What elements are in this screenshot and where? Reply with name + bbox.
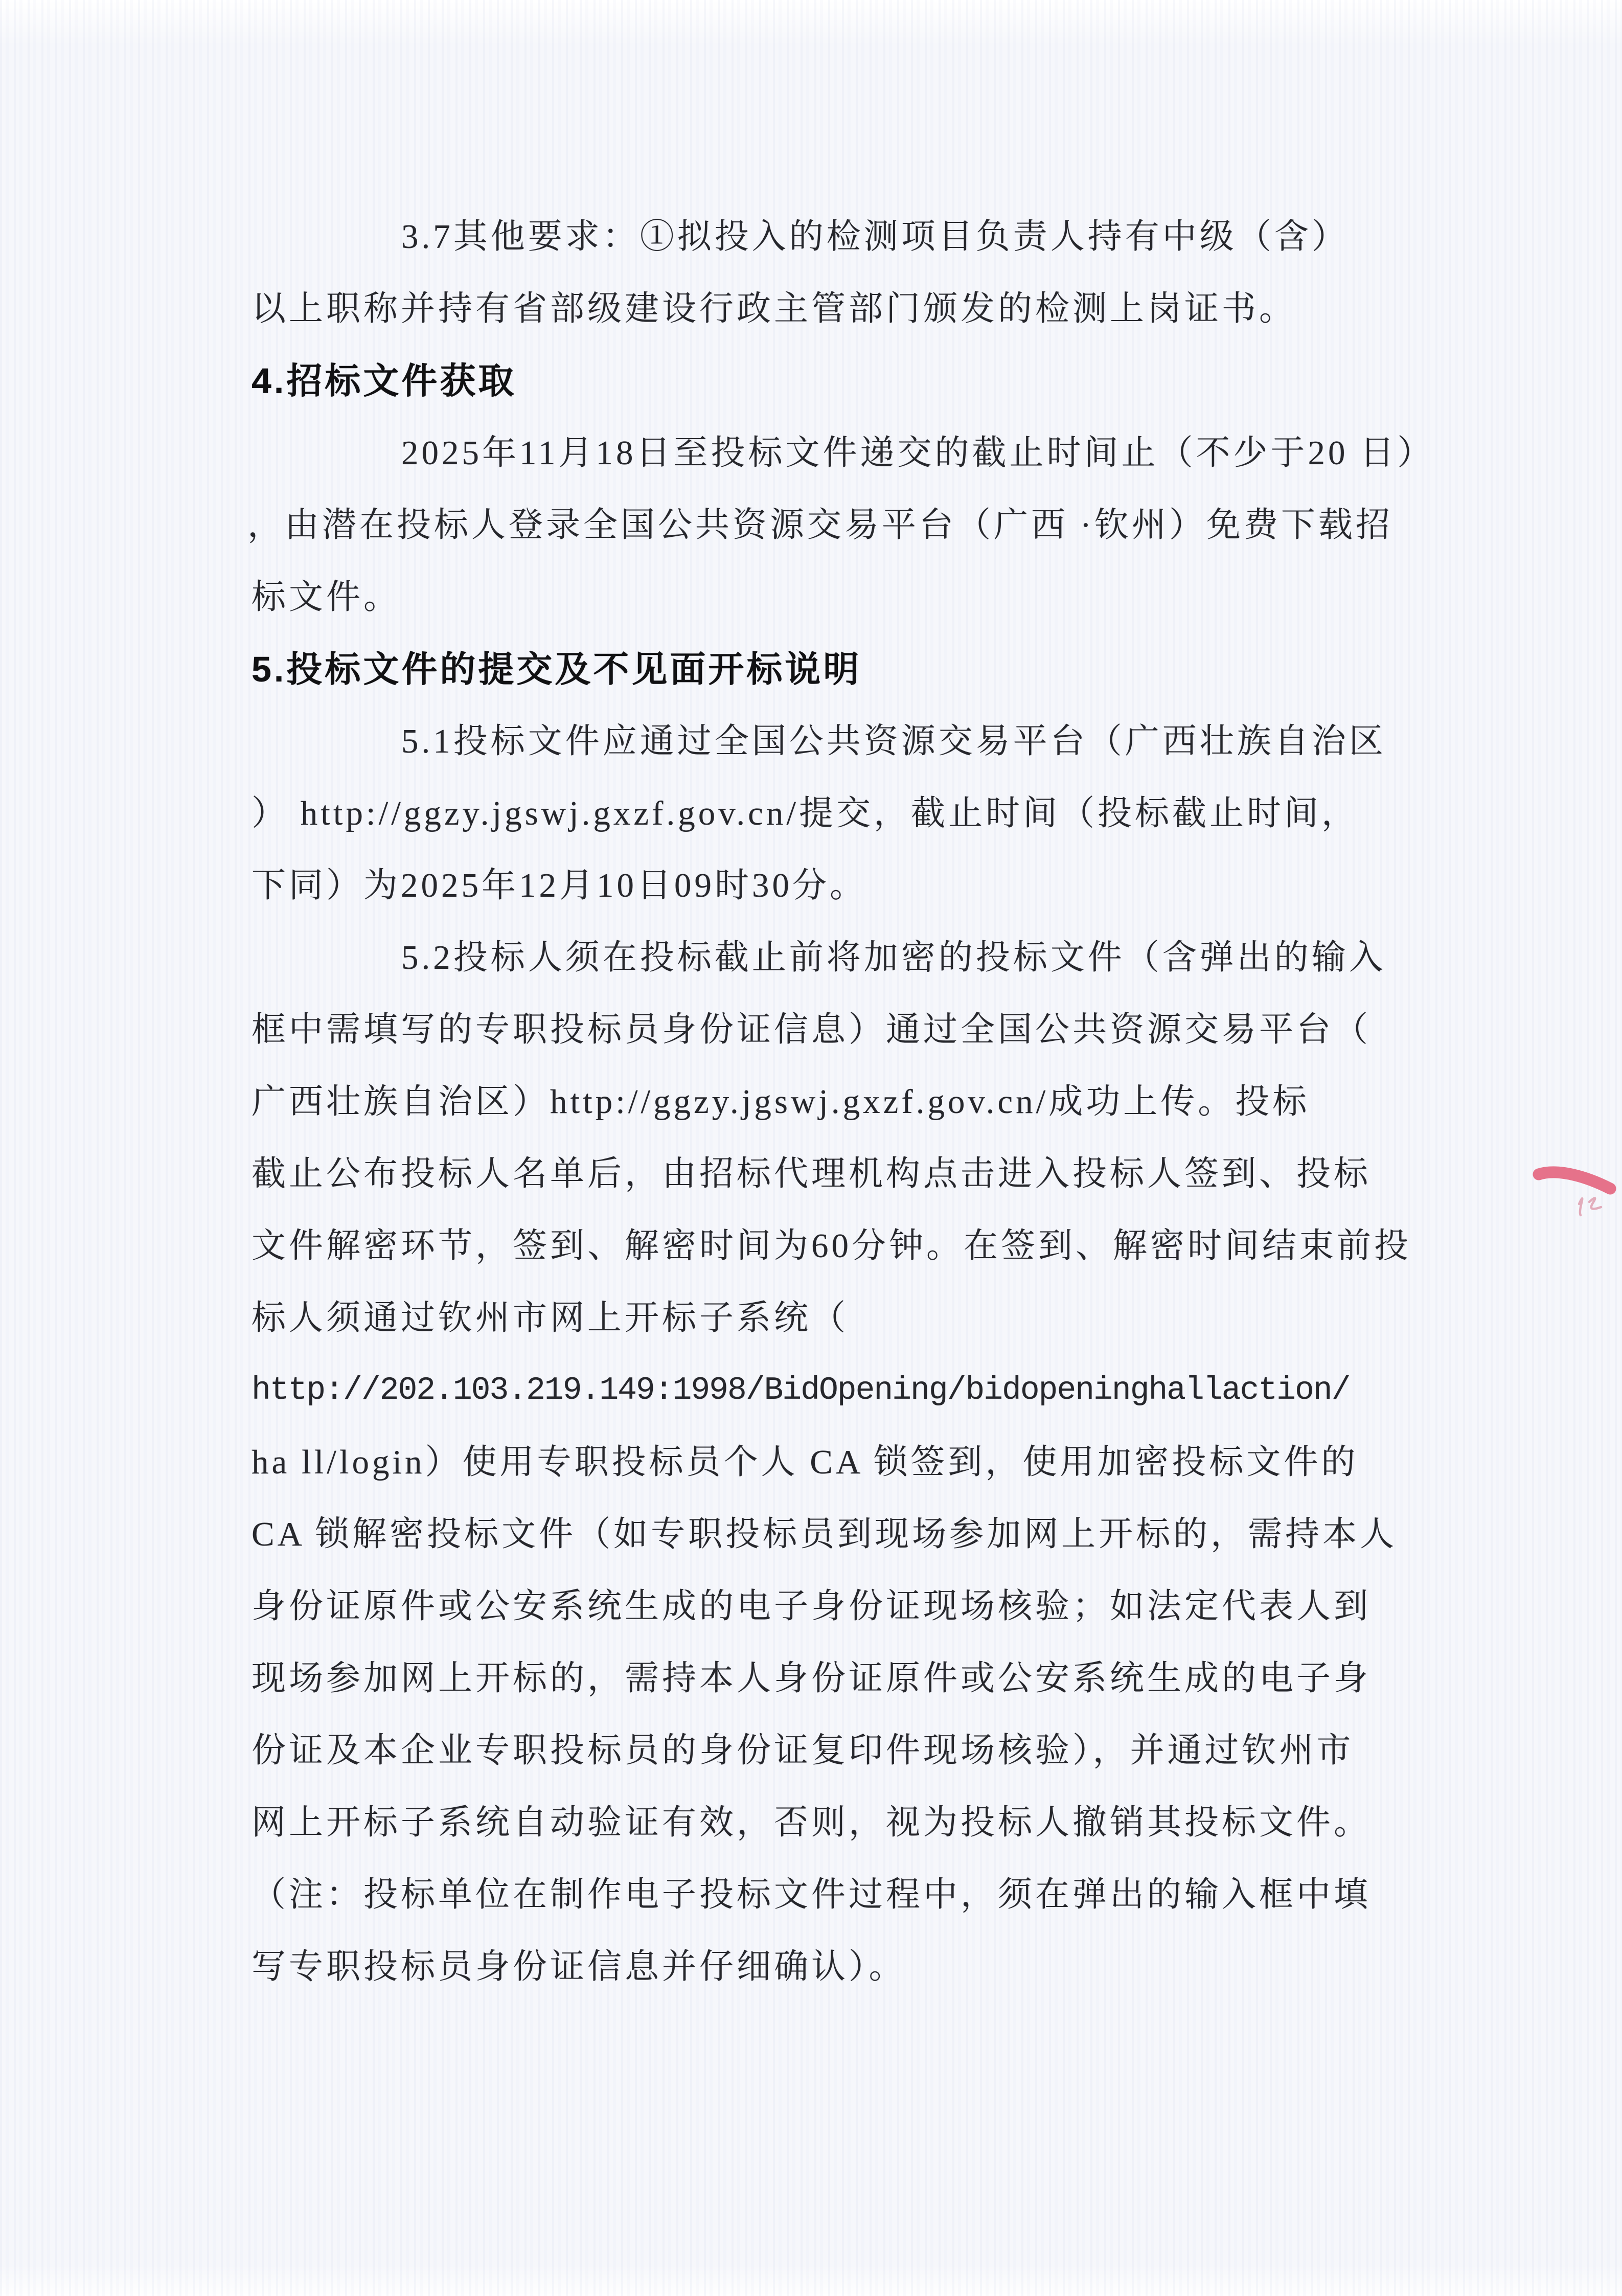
text-line-14: 截止公布投标人名单后，由招标代理机构点击进入投标人签到、投标: [252, 1155, 1371, 1193]
text-line-22: 份证及本企业专职投标员的身份证复印件现场核验），并通过钦州市: [252, 1732, 1354, 1769]
text-line-19: CA 锁解密投标文件（如专职投标员到现场参加网上开标的，需持本人: [252, 1515, 1398, 1553]
text-line-10: 下同）为2025年12月10日09时30分。: [252, 867, 867, 904]
text-line-8: 5.1投标文件应通过全国公共资源交易平台（广西壮族自治区: [401, 722, 1386, 760]
text-line-24: （注：投标单位在制作电子投标文件过程中，须在弹出的输入框中填: [252, 1876, 1371, 1914]
text-line-5: ，由潜在投标人登录全国公共资源交易平台（广西 ·钦州）免费下载招: [247, 506, 1393, 544]
text-line-16: 标人须通过钦州市网上开标子系统（: [252, 1299, 849, 1337]
text-line-12: 框中需填写的专职投标员身份证信息）通过全国公共资源交易平台（: [252, 1011, 1371, 1049]
text-line-9: ） http://ggzy.jgswj.gxzf.gov.cn/提交，截止时间（投标截止时间，: [252, 794, 1359, 832]
text-line-21: 现场参加网上开标的，需持本人身份证原件或公安系统生成的电子身: [252, 1660, 1371, 1697]
text-line-15: 文件解密环节，签到、解密时间为60分钟。在签到、解密时间结束前投: [252, 1227, 1411, 1265]
text-line-3-heading: 4.招标文件获取: [252, 361, 517, 401]
text-line-13: 广西壮族自治区）http://ggzy.jgswj.gxzf.gov.cn/成功上传。投标: [252, 1083, 1310, 1121]
text-line-25: 写专职投标员身份证信息并仔细确认）。: [252, 1948, 906, 1986]
text-line-6: 标文件。: [252, 578, 401, 616]
text-line-4: 2025年11月18日至投标文件递交的截止时间止（不少于20 日）: [401, 434, 1435, 472]
text-line-18: ha ll/login）使用专职投标员个人 CA 锁签到，使用加密投标文件的: [252, 1443, 1359, 1481]
text-line-23: 网上开标子系统自动验证有效，否则，视为投标人撤销其投标文件。: [252, 1804, 1371, 1842]
text-line-2: 以上职称并持有省部级建设行政主管部门颁发的检测上岗证书。: [252, 290, 1296, 328]
text-line-20: 身份证原件或公安系统生成的电子身份证现场核验；如法定代表人到: [252, 1587, 1371, 1625]
text-line-7-heading: 5.投标文件的提交及不见面开标说明: [252, 649, 862, 689]
text-line-1: 3.7其他要求：①拟投入的检测项目负责人持有中级（含）: [401, 218, 1349, 256]
text-line-17: http://202.103.219.149:1998/BidOpening/bidopeninghallaction/: [252, 1372, 1350, 1408]
text-line-11: 5.2投标人须在投标截止前将加密的投标文件（含弹出的输入: [401, 939, 1386, 976]
